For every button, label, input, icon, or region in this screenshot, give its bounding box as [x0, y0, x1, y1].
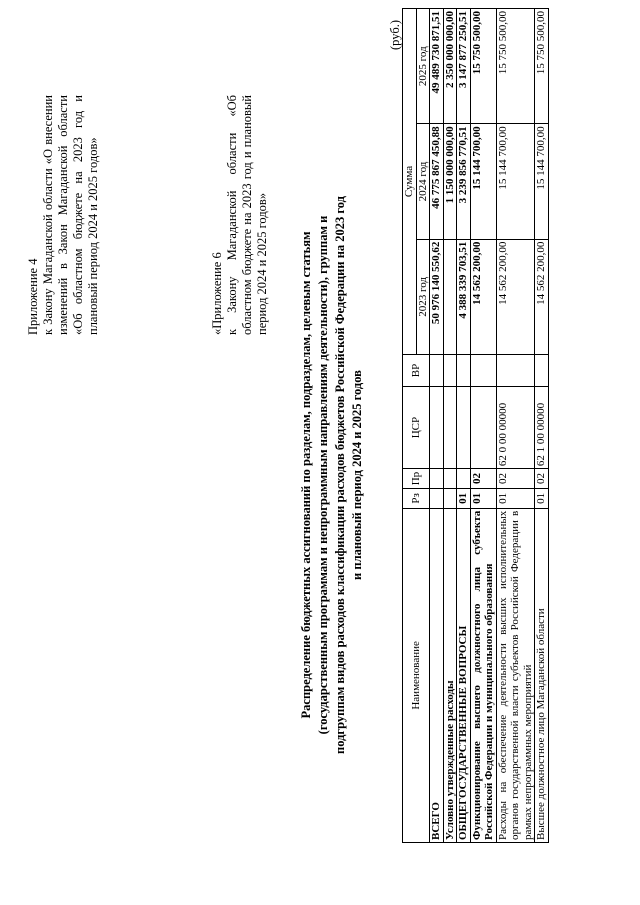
row-csr: 62 1 00 00000 — [535, 387, 549, 469]
table-row — [457, 9, 471, 843]
header-pr: Пр — [403, 469, 430, 489]
row-pr — [457, 469, 471, 489]
row-csr — [430, 387, 444, 469]
row-vr — [470, 354, 496, 386]
row-vr — [443, 354, 457, 386]
row-pr: 02 — [496, 469, 535, 489]
row-rz: 01 — [535, 488, 549, 508]
unit-label: (руб.) — [388, 20, 402, 50]
row-2025: 2 350 000 000,00 — [443, 9, 457, 124]
row-2023: 4 388 339 703,51 — [457, 239, 471, 354]
row-2025: 15 750 500,00 — [535, 9, 549, 124]
row-rz — [430, 488, 444, 508]
row-2024: 15 144 700,00 — [470, 124, 496, 239]
row-rz: 01 — [470, 488, 496, 508]
row-name: ОБЩЕГОСУДАРСТВЕННЫЕ ВОПРОСЫ — [457, 508, 471, 842]
table-row — [496, 9, 535, 843]
budget-table — [402, 8, 549, 843]
annex-4-text: к Закону Магаданской области «О внесении изменений в Закон Магаданской области «Об областном бюджете на 2023 год и плановый период 2024 и 2025 годов» — [41, 95, 100, 335]
row-pr: 02 — [535, 469, 549, 489]
row-csr — [443, 387, 457, 469]
row-vr — [430, 354, 444, 386]
row-pr — [443, 469, 457, 489]
table-header-row — [403, 9, 417, 843]
row-2023: 14 562 200,00 — [535, 239, 549, 354]
row-2025: 49 489 730 871,51 — [430, 9, 444, 124]
row-2025: 15 750 500,00 — [496, 9, 535, 124]
row-name: Условно утвержденные расходы — [443, 508, 457, 842]
header-vr: ВР — [403, 354, 430, 386]
row-2024: 15 144 700,00 — [535, 124, 549, 239]
row-name: ВСЕГО — [430, 508, 444, 842]
row-2024: 46 775 867 450,88 — [430, 124, 444, 239]
header-2025: 2025 год — [416, 9, 430, 124]
header-2023: 2023 год — [416, 239, 430, 354]
header-name: Наименование — [403, 508, 430, 842]
row-2024: 1 150 000 000,00 — [443, 124, 457, 239]
annex-6-block — [210, 95, 270, 335]
table-row — [470, 9, 496, 843]
row-2023: 14 562 200,00 — [496, 239, 535, 354]
row-2025: 15 750 500,00 — [470, 9, 496, 124]
row-csr: 62 0 00 00000 — [496, 387, 535, 469]
table-row — [430, 9, 444, 843]
header-2024: 2024 год — [416, 124, 430, 239]
row-pr: 02 — [470, 469, 496, 489]
row-rz: 01 — [496, 488, 535, 508]
row-name: Функционирование высшего должностного лица субъекта Российской Федерации и муниципального образования — [470, 508, 496, 842]
annex-4-block — [26, 95, 101, 335]
document-title: Распределение бюджетных ассигнований по разделам, подразделам, целевым статьям (государственным программам и непрограммным направлениям деятельности), группам и подгруппам видов расходов классификации расходов бюджетов Российской Федерации на 2023 год и плановый период 2024 и 2025 годов — [299, 196, 364, 754]
row-vr — [535, 354, 549, 386]
row-2025: 3 147 877 250,51 — [457, 9, 471, 124]
row-name: Расходы на обеспечение деятельности высших исполнительных органов государственной власти субъектов Российской Федерации в рамках непрограммных мероприятий — [496, 508, 535, 842]
row-2023 — [443, 239, 457, 354]
annex-6-heading: «Приложение 6 — [210, 252, 224, 335]
row-csr — [457, 387, 471, 469]
header-rz: Рз — [403, 488, 430, 508]
header-csr: ЦСР — [403, 387, 430, 469]
row-2023: 50 976 140 550,62 — [430, 239, 444, 354]
header-sum: Сумма — [403, 9, 417, 355]
row-rz: 01 — [457, 488, 471, 508]
row-2024: 15 144 700,00 — [496, 124, 535, 239]
annex-6-text: к Закону Магаданской области «Об областном бюджете на 2023 год и плановый период 2024 и 2025 годов» — [225, 95, 269, 335]
row-rz — [443, 488, 457, 508]
row-vr — [496, 354, 535, 386]
row-2023: 14 562 200,00 — [470, 239, 496, 354]
row-csr — [470, 387, 496, 469]
row-vr — [457, 354, 471, 386]
row-name: Высшее должностное лицо Магаданской области — [535, 508, 549, 842]
row-pr — [430, 469, 444, 489]
table-row — [443, 9, 457, 843]
table-row — [535, 9, 549, 843]
annex-4-heading: Приложение 4 — [26, 258, 40, 335]
row-2024: 3 239 856 770,51 — [457, 124, 471, 239]
